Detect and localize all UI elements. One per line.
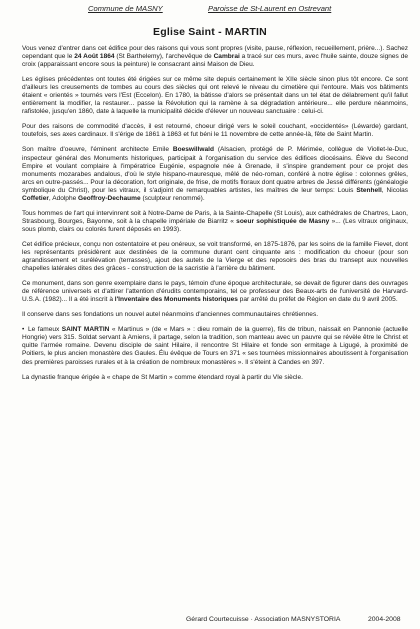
paragraph [22, 123, 408, 139]
commune-label: Commune de MASNY [88, 4, 163, 13]
emphasis-text: Stenhell [356, 186, 382, 194]
paragraph-text: (sculpteur renommé). [140, 194, 205, 202]
emphasis-text: soeur sophistiquée de Masny [236, 217, 330, 225]
paragraph-text: Ce monument, dans son genre exemplaire dans le pays, témoin d'une époque architecturale, se devait de figurer dans des ouvrages de référence universels et d'attirer l'attention d'érudits contemporains, tel ce professeur des Beaux-arts de l'université de Harvard-U.S.A. (1982)... Il a été inscrit à [22, 280, 408, 304]
paragraph-text: a tracé sur ces murs, avec l'huile sainte, douze signes de croix (apparaissant encore sous la peinture) le consacrant ainsi Maison de Dieu. [22, 53, 408, 69]
paragraph-text: par arrêté du préfet de Région en date du 9 avril 2005. [237, 296, 398, 304]
paragraph-text: »... (Les vitraux originaux, sous plomb, clairs ou colorés furent déposés en 1993). [22, 217, 408, 233]
emphasis-text: Geoffroy-Dechaume [78, 194, 141, 202]
paragraph-text: Vous venez d'entrer dans cet édifice pour des raisons qui vous sont propres (visite, pause, réflexion, recueillement, prière...). Sachez cependant que le [22, 45, 408, 61]
paragraph-text: , Adolphe [48, 194, 79, 202]
paragraph-text: « Martinus » (de « Mars » : dieu romain de la guerre), fils de tribun, naissait en Pannonie (actuelle Hongrie) vers 315. Soldat servant à Amiens, il partage, selon la tradition, son manteau avec un pauvre qui se révèle être le Christ et quitte l'armée romaine. Devenu disciple de saint Hilaire, il rencontre St Hilaire et fonde son ermitage à Ligugé, à proximité de Poitiers, le plus ancien monastère des Gaules. Élu évêque de Tours en 371 « ses tournées missionnaires aboutissent à l'organisation des premières paroisses rurales et à la création de nombreux monastères ». Il s'éteint à Candes en 397. [22, 326, 408, 366]
paragraph-text: Pour des raisons de commodité d'accès, il est retourné, choeur dirigé vers le soleil couchant, «occidentés» (Léwarde) gardant, toutefois, ses axes cardinaux. Il s'érige de 1861 à 1863 et fut béni le 11 novembre de cette année-là, fête de Saint Martin. [22, 123, 408, 139]
paragraph [22, 45, 408, 69]
emphasis-text: Boeswillwald [172, 146, 214, 154]
paragraph [22, 280, 408, 304]
document-title: Eglise Saint - MARTIN [153, 26, 267, 38]
emphasis-text: Coffetier [22, 194, 49, 202]
paragraph-text: Le fameux [28, 326, 62, 334]
paragraph [22, 374, 408, 382]
page-header [0, 4, 420, 18]
emphasis-text: l'Inventaire des Monuments historiques [114, 296, 238, 304]
paragraph-text: Les églises précédentes ont toutes été érigées sur ce même site depuis certainement le XIIe siècle sinon plus tôt encore. Ce sont d'ailleurs les creusements de tombes au cours des siècles qui ont relevé le niveau du cimetière qui l'entoure. Mais vos bâtiments étaient « orientés » tournés vers l'Est (Eccelon). En 1780, la bâtisse d'alors se présentait dans un tel état de délabrement qu'il fallut entièrement la modifier, la restaurer... passe la Révolution qui la ramène à sa dégradation antérieure... elle perdure néanmoins, rafistolée, jusqu'en 1860, date à laquelle la municipalité décide d'élever un nouveau sanctuaire : celui-ci. [22, 76, 408, 116]
paragraph-text: (Alsacien, protégé de P. Mérimée, collègue de Viollet-le-Duc, inspecteur général des Monuments historiques, participait à l'organisation du service des édifices diocésains. Élève du Second Empire et voulant complaire à l'impératrice Eugénie, espagnole née à Grenade, il s'inspire grandement pour ce projet des monuments mozarabes andalous, d'où le style hispano-mauresque, mêlé de néo-roman, conféré à notre église : colonnes grêles, arcs en outre-passés... Pour la décoration, fort originale, de frise, de motifs floraux dont quatre arbres de Jessé différents (généalogie symbolique du Christ), pour les vitraux, il s'adjoint de remarquables artistes, les maîtres de leur temps: Louis [22, 146, 408, 194]
bullet-marker: • [22, 326, 25, 334]
paragraph [22, 326, 408, 366]
emphasis-text: Cambrai [213, 53, 240, 61]
parish-label: Paroisse de St-Laurent en Ostrevant [208, 4, 332, 13]
paragraph [22, 311, 408, 319]
paragraph [22, 241, 408, 273]
paragraph-text: (St Barthelemy), l'archevêque de [114, 53, 214, 61]
paragraph-text: Cet édifice précieux, conçu non ostentatoire et peu onéreux, se voit transformé, en 1875-1876, par les soins de la famille Fievet, dont les représentants présidèrent aux destinées de la commune durant cent cinquante ans : modification du choeur (pour son agrandissement et surélévation (terrasses), ajout des autels de la Vierge et des reposoirs des bras du transept aux nouvelles chapelles latérales dites des grâces - construction de la sacristie à l'arrière du bâtiment. [22, 240, 408, 273]
paragraph-text: La dynastie franque érigée à « chape de St Martin » comme étendard royal à partir du VIe siècle. [22, 373, 303, 381]
author-signature: Gérard Courtecuisse · Association MASNYSTORIA [186, 616, 341, 623]
paragraph-text: Il conserve dans ses fondations un nouvel autel néanmoins d'anciennes communautaires chrétiennes. [22, 311, 319, 319]
paragraph [22, 76, 408, 116]
paragraph-text: , Nicolas [381, 186, 408, 194]
page-footer [0, 616, 420, 626]
paragraph [22, 146, 408, 202]
paragraph [22, 210, 408, 234]
emphasis-text: SAINT MARTIN [61, 326, 110, 334]
document-body [22, 45, 408, 389]
footer-years: 2004-2008 [368, 616, 401, 623]
paragraph-text: Tous hommes de l'art qui intervinrent soit à Notre-Dame de Paris, à la Sainte-Chapelle (St Louis), aux cathédrales de Chartres, Laon, Strasbourg, Bourges, Bayonne, soit à la chapelle impériale de Biarritz « [22, 209, 408, 225]
emphasis-text: 24 Août 1864 [74, 53, 115, 61]
paragraph-text: Son maître d'oeuvre, l'éminent architecte Emile [22, 146, 173, 154]
